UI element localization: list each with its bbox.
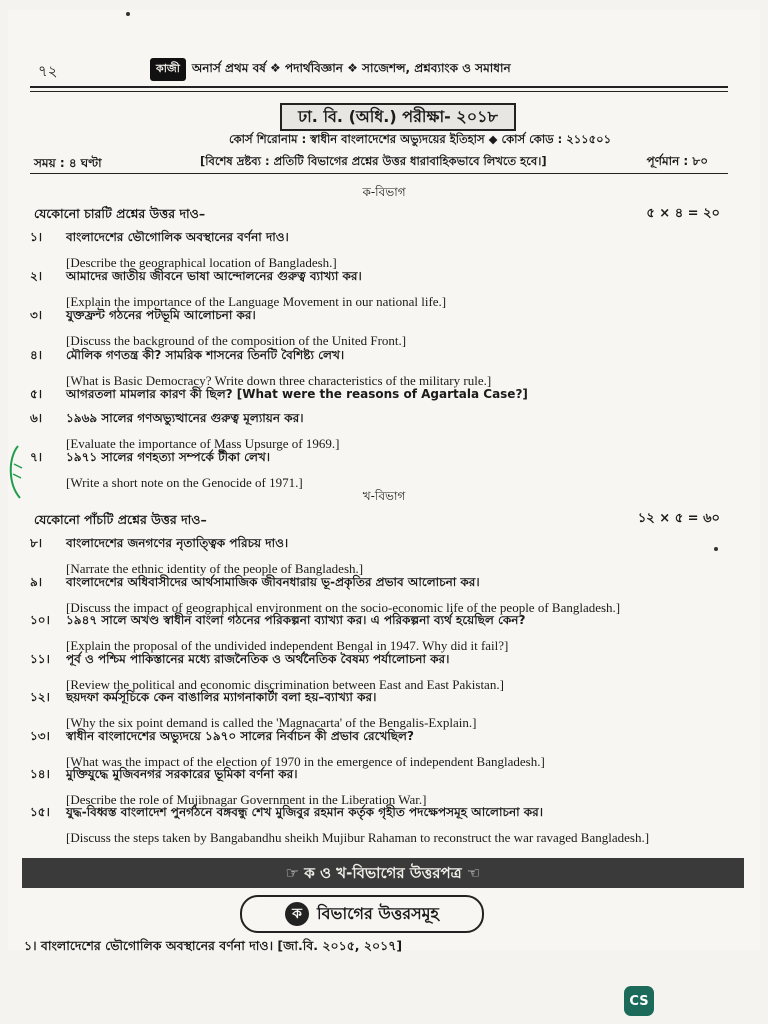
- question-number: ২।: [30, 269, 43, 283]
- section-a-instruction: যেকোনো চারটি প্রশ্নের উত্তর দাও–: [34, 206, 206, 221]
- question-number: ৭।: [30, 450, 43, 464]
- answers-label: বিভাগের উত্তরসমূহ: [317, 903, 439, 923]
- question-number: ১০।: [30, 613, 50, 627]
- question-number: ৬।: [30, 411, 43, 425]
- question-en: [Discuss the impact of geographical environment on the socio-economic life of the people of Bangladesh.]: [66, 600, 621, 615]
- question-en: [Discuss the steps taken by Bangabandhu sheikh Mujibur Rahaman to reconstruct the war ravaged Bangladesh.]: [66, 830, 650, 845]
- question-number: ১২।: [30, 690, 50, 704]
- question-number: ৪।: [30, 348, 43, 362]
- question-bn: আমাদের জাতীয় জীবনে ভাষা আন্দোলনের গুরুত্ব ব্যাখ্যা কর।: [66, 269, 362, 283]
- question-en: [What was the impact of the election of 1970 in the emergence of independent Bangladesh.]: [66, 754, 545, 769]
- question-bn: ১৯৪৭ সালে অখণ্ড স্বাধীন বাংলা গঠনের পরিকল্পনা ব্যাখ্যা কর। এ পরিকল্পনা ব্যর্থ হয়েছিল কেন?: [66, 613, 526, 627]
- header-rule-thin: [30, 91, 728, 92]
- question-bn: আগরতলা মামলার কারণ কী ছিল? [What were the reasons of Agartala Case?]: [66, 387, 528, 401]
- question-number: ৮।: [30, 536, 43, 550]
- section-b-heading: খ-বিভাগ: [362, 489, 406, 503]
- question-number: ১৩।: [30, 729, 50, 743]
- question-number: ৫।: [30, 387, 43, 401]
- question-item: [30, 229, 720, 271]
- question-number: ১৪।: [30, 767, 50, 781]
- question-item: [30, 410, 720, 452]
- question-bn: ১৯৬৯ সালের গণঅভ্যুত্থানের গুরুত্ব মূল্যায়ন কর।: [66, 411, 304, 425]
- exam-title: ঢা. বি. (অধি.) পরীক্ষা- ২০১৮: [280, 103, 516, 131]
- course-line: কোর্স শিরোনাম : স্বাধীন বাংলাদেশের অভ্যুদয়ের ইতিহাস ◆ কোর্স কোড : ২১১৫০১: [228, 132, 612, 146]
- camscanner-badge: CS: [624, 986, 654, 1016]
- question-en: [Narrate the ethnic identity of the people of Bangladesh.]: [66, 561, 364, 576]
- question-en: [Describe the geographical location of Bangladesh.]: [66, 255, 337, 270]
- question-item: [30, 449, 720, 491]
- question-item: [30, 386, 720, 406]
- question-item: [30, 804, 720, 846]
- question-bn: ১৯৭১ সালের গণহত্যা সম্পর্কে টীকা লেখ।: [66, 450, 271, 464]
- question-item: [30, 347, 720, 389]
- header-rule: [30, 86, 728, 88]
- question-en: [Explain the importance of the Language Movement in our national life.]: [66, 294, 447, 309]
- question-item: [30, 612, 720, 654]
- question-number: ১১।: [30, 652, 50, 666]
- section-b-instruction: যেকোনো পাঁচটি প্রশ্নের উত্তর দাও–: [34, 512, 207, 527]
- question-bn: মুক্তিযুদ্ধে মুজিবনগর সরকারের ভূমিকা বর্ণনা কর।: [66, 767, 298, 781]
- speck: [126, 12, 130, 16]
- section-b-score: ১২ × ৫ = ৬০: [637, 511, 720, 526]
- question-item: [30, 268, 720, 310]
- question-item: [30, 307, 720, 349]
- section-a-heading: ক-বিভাগ: [362, 185, 406, 199]
- question-bn: বাংলাদেশের অধিবাসীদের আর্থসামাজিক জীবনধারায় ভূ-প্রকৃতির প্রভাব আলোচনা কর।: [66, 575, 480, 589]
- book-header: [150, 58, 620, 81]
- question-bn: স্বাধীন বাংলাদেশের অভ্যুদয়ে ১৯৭০ সালের নির্বাচন কী প্রভাব রেখেছিল?: [66, 729, 414, 743]
- publisher-logo: কাজী: [150, 58, 186, 81]
- answers-section-pill: [240, 895, 484, 933]
- question-bn: যুদ্ধ-বিধ্বস্ত বাংলাদেশ পুনর্গঠনে বঙ্গবন্ধু শেখ মুজিবুর রহমান কর্তৃক গৃহীত পদক্ষেপসমূহ আলোচনা কর।: [66, 805, 544, 819]
- special-note: [বিশেষ দ্রষ্টব্য : প্রতিটি বিভাগের প্রশ্নের উত্তর ধারাবাহিকভাবে লিখতে হবে।]: [200, 154, 547, 168]
- question-number: ৯।: [30, 575, 43, 589]
- question-item: [30, 728, 720, 770]
- question-bn: যুক্তফ্রন্ট গঠনের পটভূমি আলোচনা কর।: [66, 308, 256, 322]
- answer-first-question: ১। বাংলাদেশের ভৌগোলিক অবস্থানের বর্ণনা দাও। [জা.বি. ২০১৫, ২০১৭]: [24, 938, 403, 953]
- question-number: ১৫।: [30, 805, 50, 819]
- question-en: [Evaluate the importance of Mass Upsurge of 1969.]: [66, 436, 340, 451]
- section-a-score: ৫ × ৪ = ২০: [646, 206, 720, 221]
- question-number: ৩।: [30, 308, 43, 322]
- question-en: [Why the six point demand is called the 'Magnacarta' of the Bengalis-Explain.]: [66, 715, 477, 730]
- question-en: [Review the political and economic discrimination between East and East Pakistan.]: [66, 677, 504, 692]
- question-bn: বাংলাদেশের জনগণের নৃতাত্ত্বিক পরিচয় দাও।: [66, 536, 289, 550]
- question-en: [Write a short note on the Genocide of 1971.]: [66, 475, 303, 490]
- question-item: [30, 651, 720, 693]
- exam-time: সময় : ৪ ঘণ্টা: [34, 156, 102, 170]
- question-bn: ছয়দফা কর্মসূচিকে কেন বাঙালির ম্যাগনাকার্টা বলা হয়–ব্যাখ্যা কর।: [66, 690, 377, 704]
- question-bn: পূর্ব ও পশ্চিম পাকিস্তানের মধ্যে রাজনৈতিক ও অর্থনৈতিক বৈষম্য পর্যালোচনা কর।: [66, 652, 450, 666]
- question-bn: মৌলিক গণতন্ত্র কী? সামরিক শাসনের তিনটি বৈশিষ্ট্য লেখ।: [66, 348, 345, 362]
- question-en: [Describe the role of Mujibnagar Government in the Liberation War.]: [66, 792, 427, 807]
- question-number: ১।: [30, 230, 43, 244]
- section-rule: [30, 173, 728, 174]
- question-en: [Discuss the background of the composition of the United Front.]: [66, 333, 407, 348]
- question-item: [30, 689, 720, 731]
- full-marks: পূর্ণমান : ৮০: [646, 154, 708, 168]
- question-en: [What is Basic Democracy? Write down three characteristics of the military rule.]: [66, 373, 492, 388]
- book-subtitle: অনার্স প্রথম বর্ষ ❖ পদার্থবিজ্ঞান ❖ সাজেশন্স, প্রশ্নব্যাংক ও সমাধান: [191, 60, 511, 75]
- answer-sheet-banner: ☞ ক ও খ-বিভাগের উত্তরপত্র ☜: [22, 858, 744, 888]
- section-circle: ক: [285, 902, 309, 926]
- question-item: [30, 574, 720, 616]
- page-number: ৭২: [38, 62, 58, 80]
- question-item: [30, 535, 720, 577]
- question-bn: বাংলাদেশের ভৌগোলিক অবস্থানের বর্ণনা দাও।: [66, 230, 289, 244]
- question-en: [Explain the proposal of the undivided independent Bengal in 1947. Why did it fail?]: [66, 638, 509, 653]
- question-item: [30, 766, 720, 808]
